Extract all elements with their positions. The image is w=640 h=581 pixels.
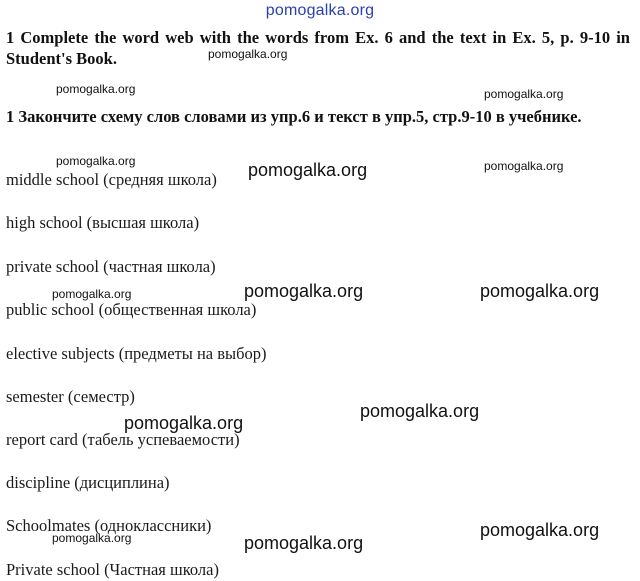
watermark: pomogalka.org — [56, 154, 136, 168]
term-item: semester (семестр) — [6, 387, 135, 406]
watermark: pomogalka.org — [480, 281, 600, 301]
term-item: discipline (дисциплина) — [6, 473, 170, 492]
watermark: pomogalka.org — [480, 520, 600, 540]
watermark: pomogalka.org — [484, 87, 564, 101]
watermark: pomogalka.org — [124, 413, 244, 433]
term-item: elective subjects (предметы на выбор) — [6, 344, 267, 363]
term-item: high school (высшая школа) — [6, 213, 200, 232]
term-item: public school (общественная школа) — [6, 300, 257, 319]
watermark: pomogalka.org — [52, 531, 132, 545]
site-header-logo: pomogalka.org — [265, 2, 375, 19]
term-item: middle school (средняя школа) — [6, 170, 217, 189]
watermark: pomogalka.org — [244, 533, 364, 553]
watermark: pomogalka.org — [244, 281, 364, 301]
term-item: report card (табель успеваемости) — [6, 430, 240, 449]
term-item: private school (частная школа) — [6, 257, 216, 276]
exercise-heading-russian: 1 Закончите схему слов словами из упр.6 и текст в упр.5, стр.9-10 в учебнике. — [6, 107, 582, 126]
term-item: Schoolmates (одноклассники) — [6, 516, 212, 535]
watermark: pomogalka.org — [248, 160, 368, 180]
watermark: pomogalka.org — [52, 287, 132, 301]
watermark: pomogalka.org — [208, 47, 288, 61]
watermark: pomogalka.org — [56, 82, 136, 96]
watermark: pomogalka.org — [484, 159, 564, 173]
watermark: pomogalka.org — [360, 401, 480, 421]
term-item: Private school (Частная школа) — [6, 560, 219, 579]
exercise-heading-english: 1 Complete the word web with the words from Ex. 6 and the text in Ex. 5, p. 9-10 in Student's Book. — [6, 28, 630, 68]
